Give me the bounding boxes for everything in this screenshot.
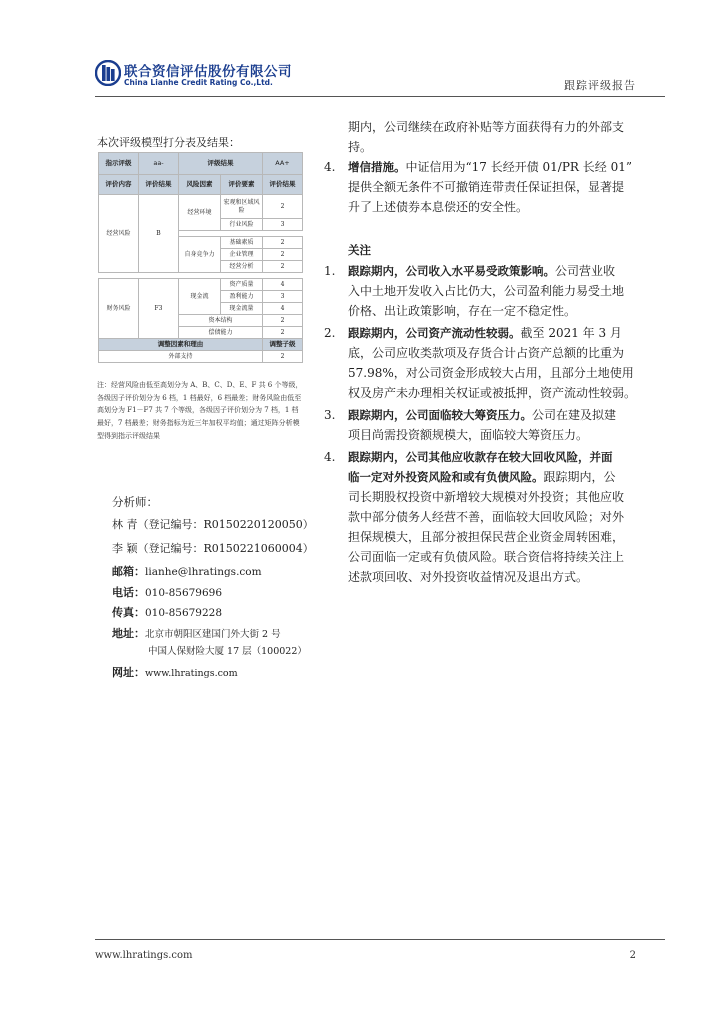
col-header: 评价内容 bbox=[99, 175, 139, 195]
element-cell: 偿债能力 bbox=[179, 327, 263, 339]
rating-result-label: 评级结果 bbox=[179, 153, 263, 175]
scorecard-note: 注：经营风险由低至高划分为 A、B、C、D、E、F 共 6 个等级，各级因子评价划分为 6 档，1 档最好，6 档最差；财务风险由低至高划分为 F1－F7 共 7 个等级，各级因子评价划分为 7 档，1 档最好，7 档最差；财务指标为近三年加权平均值；通过矩阵分析模型得到指示评级结果 bbox=[97, 381, 303, 440]
indicative-rating-value: aa- bbox=[139, 153, 179, 175]
item-number: 1. bbox=[324, 264, 336, 278]
score-cell: 4 bbox=[263, 303, 303, 315]
text-line: 持。 bbox=[348, 140, 373, 154]
item-heading: 临一定对外投资风险和或有负债风险。 bbox=[348, 470, 544, 484]
contact-address bbox=[112, 625, 281, 641]
item-number: 4. bbox=[324, 450, 336, 464]
address-label: 地址： bbox=[112, 627, 145, 640]
element-cell: 企业管理 bbox=[221, 249, 263, 261]
contact-phone bbox=[112, 584, 222, 600]
element-cell: 行业风险 bbox=[221, 219, 263, 231]
table-row bbox=[99, 351, 303, 363]
scorecard-title: 本次评级模型打分表及结果： bbox=[97, 136, 240, 149]
element-cell: 现金流量 bbox=[221, 303, 263, 315]
phone-label: 电话： bbox=[112, 586, 145, 599]
footer-divider bbox=[95, 939, 665, 940]
financial-risk-result: F3 bbox=[139, 279, 179, 339]
text-line: 担保规模大，且部分被担保民营企业资金周转困难， bbox=[348, 530, 625, 544]
element-cell: 资产质量 bbox=[221, 279, 263, 291]
score-cell: 2 bbox=[263, 261, 303, 273]
text-line: 底，公司应收类款项及存货合计占资产总额的比重为 bbox=[348, 346, 625, 360]
table-row bbox=[99, 279, 303, 291]
rating-scorecard-table bbox=[98, 152, 303, 363]
text-line: 跟踪期内，公 bbox=[543, 470, 616, 484]
cash-flow-factor: 现金流 bbox=[179, 279, 221, 315]
element-cell: 经营分析 bbox=[221, 261, 263, 273]
analyst-1: 林 青（登记编号：R0150220120050） bbox=[112, 518, 314, 531]
item-number: 2. bbox=[324, 326, 336, 340]
company-name-cn: 联合资信评估股份有限公司 bbox=[124, 64, 292, 80]
website-label: 网址： bbox=[112, 666, 145, 679]
score-cell: 2 bbox=[263, 315, 303, 327]
item-heading: 跟踪期内，公司面临较大筹资压力。 bbox=[348, 408, 532, 422]
website-value[interactable]: www.lhratings.com bbox=[145, 668, 238, 679]
text-line: 中证信用为“17 长经开债 01/PR 长经 01” bbox=[405, 160, 632, 174]
text-line: 司长期股权投资中新增较大规模对外投资；其他应收 bbox=[348, 490, 625, 504]
item-number: 4. bbox=[324, 160, 336, 174]
page-number: 2 bbox=[629, 950, 636, 961]
score-cell: 2 bbox=[263, 237, 303, 249]
score-cell: 4 bbox=[263, 279, 303, 291]
fax-label: 传真： bbox=[112, 606, 145, 619]
text-line: 权及房产未办理相关权证或被抵押，资产流动性较弱。 bbox=[348, 386, 637, 400]
section-heading-concerns bbox=[348, 240, 371, 260]
text-line: 升了上述债券本息偿还的安全性。 bbox=[348, 200, 529, 214]
item-heading: 跟踪期内，公司收入水平易受政策影响。 bbox=[348, 264, 555, 278]
score-cell: 3 bbox=[263, 219, 303, 231]
operating-environment-factor: 经营环境 bbox=[179, 195, 221, 231]
external-support-value: 2 bbox=[263, 351, 303, 363]
concern-item-2 bbox=[324, 323, 637, 403]
business-risk-result: B bbox=[139, 195, 179, 273]
section-title: 关注 bbox=[348, 243, 371, 257]
text-line: 57.98%，对公司资金形成较大占用，且部分土地使用 bbox=[348, 366, 634, 380]
concern-item-3 bbox=[324, 405, 617, 445]
fax-value: 010-85679228 bbox=[145, 607, 223, 619]
score-cell: 2 bbox=[263, 249, 303, 261]
adjustment-factor-label: 调整因素和理由 bbox=[99, 339, 263, 351]
item-heading: 跟踪期内，公司其他应收款存在较大回收风险，并面 bbox=[348, 450, 613, 464]
analyst-heading: 分析师： bbox=[112, 495, 158, 509]
contact-fax bbox=[112, 604, 222, 620]
company-logo-icon bbox=[95, 60, 121, 86]
financial-risk-label: 财务风险 bbox=[99, 279, 139, 339]
table-column-header-row bbox=[99, 175, 303, 195]
text-line: 述款项回收、对外投资收益情况及退出方式。 bbox=[348, 570, 589, 584]
score-cell: 2 bbox=[263, 195, 303, 219]
element-cell: 盈利能力 bbox=[221, 291, 263, 303]
analyst-2: 李 颖（登记编号：R0150221060004） bbox=[112, 542, 314, 555]
col-header: 评价结果 bbox=[139, 175, 179, 195]
header-divider bbox=[95, 96, 665, 97]
element-cell: 宏观和区域风险 bbox=[221, 195, 263, 219]
item-heading: 跟踪期内，公司资产流动性较弱。 bbox=[348, 326, 521, 340]
contact-website bbox=[112, 664, 238, 680]
concern-item-4 bbox=[324, 447, 625, 587]
table-adjust-header-row bbox=[99, 339, 303, 351]
address-line-2: 中国人保财险大厦 17 层（100022） bbox=[148, 646, 307, 657]
concern-item-1 bbox=[324, 261, 625, 321]
external-support-label: 外部支持 bbox=[99, 351, 263, 363]
col-header: 评价要素 bbox=[221, 175, 263, 195]
text-line: 公司在建及拟建 bbox=[532, 408, 617, 422]
table-row bbox=[99, 195, 303, 219]
element-cell: 资本结构 bbox=[179, 315, 263, 327]
adjustment-notch-label: 调整子级 bbox=[263, 339, 303, 351]
item-number: 3. bbox=[324, 408, 336, 422]
email-label: 邮箱： bbox=[112, 565, 145, 578]
footer-website[interactable]: www.lhratings.com bbox=[95, 950, 193, 961]
text-line: 公司营业收 bbox=[555, 264, 616, 278]
score-cell: 2 bbox=[263, 327, 303, 339]
contact-email bbox=[112, 563, 262, 579]
text-line: 期内，公司继续在政府补贴等方面获得有力的外部支 bbox=[348, 120, 625, 134]
competitiveness-factor: 自身竞争力 bbox=[179, 237, 221, 273]
text-line: 款中部分债务人经营不善，面临较大回收风险；对外 bbox=[348, 510, 625, 524]
business-risk-label: 经营风险 bbox=[99, 195, 139, 273]
text-line: 项目尚需投资额规模大，面临较大筹资压力。 bbox=[348, 428, 589, 442]
text-line: 提供全额无条件不可撤销连带责任保证担保，显著提 bbox=[348, 180, 625, 194]
strength-item-4 bbox=[324, 157, 632, 217]
text-line: 入中土地开发收入占比仍大，公司盈利能力易受土地 bbox=[348, 284, 625, 298]
item-heading: 增信措施。 bbox=[348, 160, 406, 174]
col-header: 评价结果 bbox=[263, 175, 303, 195]
rating-result-value: AA+ bbox=[263, 153, 303, 175]
col-header: 风险因素 bbox=[179, 175, 221, 195]
address-line-1: 北京市朝阳区建国门外大街 2 号 bbox=[145, 629, 281, 640]
company-name-en: China Lianhe Credit Rating Co.,Ltd. bbox=[124, 78, 273, 87]
text-line: 价格、出让政策影响，存在一定不稳定性。 bbox=[348, 304, 577, 318]
text-line: 截至 2021 年 3 月 bbox=[520, 326, 622, 340]
text-line: 公司面临一定或有负债风险。联合资信将持续关注上 bbox=[348, 550, 625, 564]
document-type: 跟踪评级报告 bbox=[564, 79, 636, 92]
indicative-rating-label: 指示评级 bbox=[99, 153, 139, 175]
phone-value: 010-85679696 bbox=[145, 587, 223, 599]
table-header-row bbox=[99, 153, 303, 175]
element-cell: 基础素质 bbox=[221, 237, 263, 249]
email-value[interactable]: lianhe@lhratings.com bbox=[145, 566, 262, 578]
score-cell: 3 bbox=[263, 291, 303, 303]
strength-continuation bbox=[348, 117, 624, 157]
